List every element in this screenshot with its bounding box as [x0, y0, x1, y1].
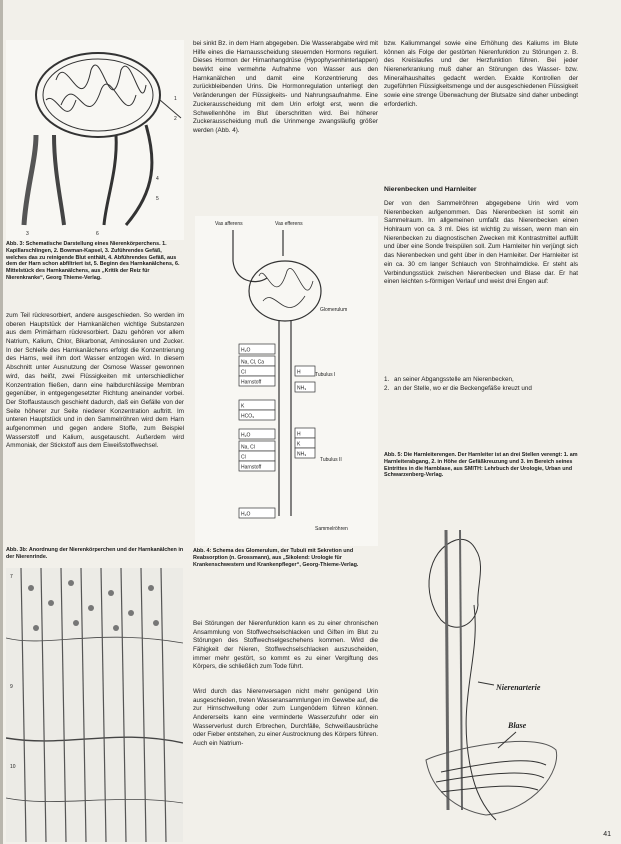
svg-text:6: 6: [96, 231, 99, 237]
list-item: 1. an seiner Abgangsstelle am Nierenbecken,: [384, 376, 514, 383]
secreted-label: NH₃: [297, 451, 307, 458]
annotation-1-text: Nierenarterie: [496, 683, 541, 692]
col2-bottom-body-text-1: Bei Störungen der Nierenfunktion kann es zu einer chronischen Ansammlung von Stoffwechselschlacken und Giften im Blut zu Störungen des Stoffwechselgeschehens kommen. Wird die Fähigkeit der Nieren, Stoffwechselschlacken auszuscheiden, immer mehr gestört, so kommt es zu einer Vergiftung des Körpers, die schließlich zum Tode führt.: [193, 620, 378, 671]
reabsorbed-label: HCO₃: [241, 413, 255, 420]
figure-3b-caption: Abb. 3b: Anordnung der Nierenkörperchen und der Harnkanälchen in der Nierenrinde.: [6, 547, 184, 560]
list-item: 2. an der Stelle, wo er die Beckengefäße kreuzt und: [384, 384, 532, 392]
col3-body-text: Der von den Sammelröhren abgegebene Urin wird vom Nierenbecken aufgenommen. Das Nierenbecken ist somit ein Sammelraum. Im allgemeinen umfaßt das Nierenbecken einen Hohlraum von ca. 3 ml. Dies ist wichtig zu wissen, wenn man ein Nierenbecken zu diagnostischen Zwecken mit Kontrastmittel auffüllt und über eine Sonde freispülen soll. Zum Harnleiter hin verjüngt sich das Nierenbecken und geht über in den Harnleiter. Der Harnleiter ist ein ca. 30 cm langer Schlauch von Strohhalmdicke. Er steht als Verbindungsstück zwischen Nierenbecken und Blase dar. Er hat einen leichten s-förmigen Verlauf und weist drei Engen auf:: [384, 200, 578, 286]
figure-5-ureter-drawing: [386, 510, 576, 840]
sammelrohr-label: Sammelröhren: [315, 526, 348, 532]
figure-3-caption: Abb. 3: Schematische Darstellung eines Nierenkörperchens. 1. Kapillarschlingen, 2. Bowman-Kapsel, 3. Zuführendes Gefäß, welches das zu reinigende Blut enthält, 4. Abführendes Gefäß, aus dem der Harn schon abfiltriert ist, 5. Beginn des Harnkanälchens, 6. Mittelstück des Harnkanälchens, aus „Kritik der Reiz für Nierenkranke“, Georg Thieme-Verlag.: [6, 241, 180, 281]
page-number: 41: [603, 831, 611, 838]
section-heading: Nierenbecken und Harnleiter: [384, 186, 477, 193]
vas-afferens-label: Vas afferens: [215, 221, 243, 227]
col2-top-body-text: bei sinkt Bz. in dem Harn abgegeben. Die Wasserabgabe wird mit Hilfe eines die Harnausscheidung steuernden Hormons reguliert. Dieses Hormon der Hirnanhangdrüse (Hypophysenhinterlappen) bewirkt eine vermehrte Aufnahme von Wasser aus den Harnkanälchen und damit eine Konzentrierung des zurückbleibenden Urins. Die Hormonregulation unterliegt den Veränderungen der Flüssigkeits- und Nahrungsaufnahme. Eine Zuckerausscheidung mit dem Urin erfolgt erst, wenn die Schwellenhöhe im Blut überschritten wird. Bei höherer Zuckerausscheidung muß die Urinmenge zwangsläufig größer werden (Abb. 4).: [193, 40, 378, 134]
col3-top-body-text: bzw. Kaliummangel sowie eine Erhöhung des Kaliums im Blute können als Folge der gestörten Nierenfunktion zu Störungen z. B. des Kreislaufes und der Herzfunktion führen. Bei jeder Nierenerkrankung muß daher an Störungen des Wasser- bzw. Mineralhaushaltes gedacht werden. Exakte Kontrollen der zugeführten Flüssigkeitsmenge und der ausgeschiedenen Flüssigkeit sowie eine strenge Überwachung der Blutsalze sind daher unbedingt erforderlich.: [384, 40, 578, 108]
svg-text:5: 5: [156, 196, 159, 202]
svg-text:3: 3: [26, 231, 29, 237]
ureter-narrowing-list: [384, 376, 578, 393]
secreted-label: K: [297, 441, 301, 448]
svg-text:2: 2: [174, 116, 177, 122]
col1-body-text: zum Teil rückresorbiert, andere ausgeschieden. So werden im oberen Hauptstück der Harnkanälchen wichtige Substanzen aus dem Primärharn rückresorbiert. Dazu gehören vor allem Natrium, Kalium, Chlor, Bikarbonat, Aminosäuren und Zucker. In der Schleife des Harnkanälchens erfolgt die Konzentrierung des Harns, weil ihm dort Wasser entzogen wird. In diesem Abschnitt unter Ausnutzung der Osmose Wasser gewonnen wird, das heißt, zwei Flüssigkeiten mit unterschiedlicher Konzentration fließen, dann eine halbdurchlässige Membran gegenüber, in entgegengesetzter Richtung aneinander vorbei. Der Stoffaustausch geschieht dadurch, daß ein Gefälle von der Seite höherer zur Seite niederer Konzentration auftritt. Im unteren Hauptstück und in den Sammelröhren wird dem Harn aufgenommen und gegen andere Stoffe, zum Beispiel Wasserstoff und Kalium, ausgetauscht. Außerdem wird Ammoniak, der Stickstoff aus dem Eiweißstoffwechsel.: [6, 312, 184, 450]
col2-bottom-body-text-2: Wird durch das Nierenversagen nicht mehr genügend Urin ausgeschieden, treten Wasseransammlungen im Gewebe auf, die zur Hirnschwellung oder zum Lungenödem führen können. Andererseits kann eine verminderte Wasserzufuhr oder ein Wasserverlust durch Erbrechen, Durchfälle, Schweißausbrüche oder Fieber entstehen, zu einer Austrocknung des Körpers führen. Auch ein Natrium-: [193, 688, 378, 748]
reabsorbed-label: Harnstoff: [241, 379, 262, 386]
svg-text:9: 9: [10, 684, 13, 690]
reabsorbed-label: Na, Cl: [241, 444, 255, 451]
annotation-2-text: Blase: [508, 721, 527, 730]
svg-text:10: 10: [10, 764, 16, 770]
secreted-label: NH₃: [297, 385, 307, 392]
figure-glomerulus-drawing: [6, 40, 184, 240]
figure-4-caption: Abb. 4: Schema des Glomerulum, der Tubuli mit Sekretion und Reabsorption (n. Grossmann), aus „Sikolend: Urologie für Krankenschwestern und Krankenpfleger“, Georg-Thieme-Verlag.: [193, 548, 359, 568]
reabsorbed-label: H₂O: [241, 511, 251, 518]
svg-text:7: 7: [10, 574, 13, 580]
figure-5-caption: Abb. 5: Die Harnleiterengen. Der Harnleiter ist an drei Stellen verengt: 1. am Harnleiterabgang, 2. in Höhe der Gefäßkreuzung und 3. im Bereich seines Eintrittes in die Harnblase, aus SMITH: Lehrbuch der Urologie, Urban und Schwarzenberg-Verlag.: [384, 452, 578, 479]
tubulus-2-label: Tubulus II: [320, 457, 342, 463]
reabsorbed-label: Na, Cl, Ca: [241, 359, 265, 366]
tubulus-1-label: Tubulus I: [315, 372, 336, 378]
reabsorbed-label: H₂O: [241, 347, 251, 354]
secreted-label: H: [297, 431, 301, 438]
reabsorbed-label: H₂O: [241, 432, 251, 439]
figure-4-tubule-schema: [195, 216, 378, 546]
svg-text:4: 4: [156, 176, 159, 182]
figure-3b-nephron-arrangement: [6, 568, 183, 842]
scan-edge: [0, 0, 3, 844]
reabsorbed-label: Harnstoff: [241, 464, 262, 471]
column-middle: [193, 40, 380, 840]
reabsorbed-label: Cl: [241, 369, 246, 376]
glomerulum-label: Glomerulum: [320, 307, 348, 313]
column-right: [384, 40, 580, 840]
vas-efferens-label: Vas efferens: [275, 221, 303, 227]
secreted-label: H: [297, 369, 301, 376]
reabsorbed-label: K: [241, 403, 245, 410]
reabsorbed-label: Cl: [241, 454, 246, 461]
svg-text:1: 1: [174, 96, 177, 102]
reabsorbed-box: [239, 400, 275, 410]
